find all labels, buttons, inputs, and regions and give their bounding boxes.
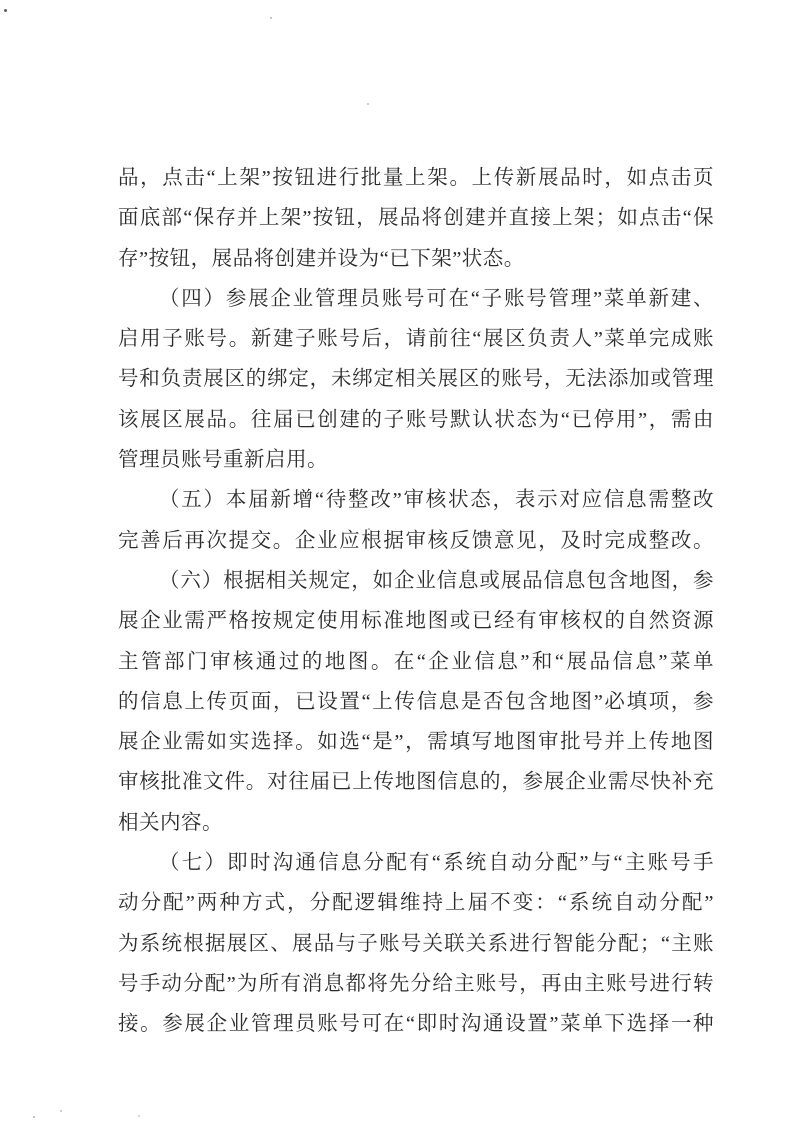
text-line: 品，点击“上架”按钮进行批量上架。上传新展品时，如点击页 — [118, 167, 714, 189]
text-line: （六）根据相关规定，如企业信息或展品信息包含地图，参 — [159, 569, 714, 592]
text-line: 号和负责展区的绑定，未绑定相关展区的账号，无法添加或管理 — [118, 368, 714, 391]
scan-speck — [33, 1116, 35, 1118]
text-line: 存”按钮，展品将创建并设为“已下架”状态。 — [118, 247, 525, 270]
text-line: 面底部“保存并上架”按钮，展品将创建并直接上架；如点击“保 — [118, 207, 714, 230]
text-line: 该展区展品。往届已创建的子账号默认状态为“已停用”，需由 — [118, 408, 714, 431]
text-line: 接。参展企业管理员账号可在“即时沟通设置”菜单下选择一种 — [118, 1013, 714, 1036]
text-line: 管理员账号重新启用。 — [118, 449, 328, 472]
scan-speck — [138, 1115, 140, 1117]
text-line: 动分配”两种方式，分配逻辑维持上届不变：“系统自动分配” — [118, 892, 714, 915]
scan-speck — [270, 17, 272, 19]
text-line: 主管部门审核通过的地图。在“企业信息”和“展品信息”菜单 — [118, 650, 714, 673]
text-line: （五）本届新增“待整改”审核状态，表示对应信息需整改 — [159, 489, 714, 512]
scan-speck — [4, 9, 7, 12]
scan-speck — [367, 103, 369, 105]
text-line: 启用子账号。新建子账号后，请前往“展区负责人”菜单完成账 — [118, 328, 714, 351]
text-line: 展企业需如实选择。如选“是”，需填写地图审批号并上传地图 — [118, 731, 714, 754]
text-line: 为系统根据展区、展品与子账号关联关系进行智能分配；“主账 — [118, 932, 714, 955]
text-line: 完善后再次提交。企业应根据审核反馈意见，及时完成整改。 — [118, 529, 714, 552]
text-line: 展企业需严格按规定使用标准地图或已经有审核权的自然资源 — [118, 610, 714, 633]
text-line: （四）参展企业管理员账号可在“子账号管理”菜单新建、 — [159, 287, 714, 310]
text-line: 的信息上传页面，已设置“上传信息是否包含地图”必填项，参 — [118, 690, 714, 713]
scan-speck — [60, 1110, 62, 1112]
text-line: （七）即时沟通信息分配有“系统自动分配”与“主账号手 — [159, 852, 714, 875]
text-line: 号手动分配”为所有消息都将先分给主账号，再由主账号进行转 — [118, 972, 714, 995]
document-text-block — [118, 158, 714, 1045]
text-line: 审核批准文件。对往届已上传地图信息的，参展企业需尽快补充 — [118, 771, 714, 794]
text-line: 相关内容。 — [118, 811, 223, 834]
